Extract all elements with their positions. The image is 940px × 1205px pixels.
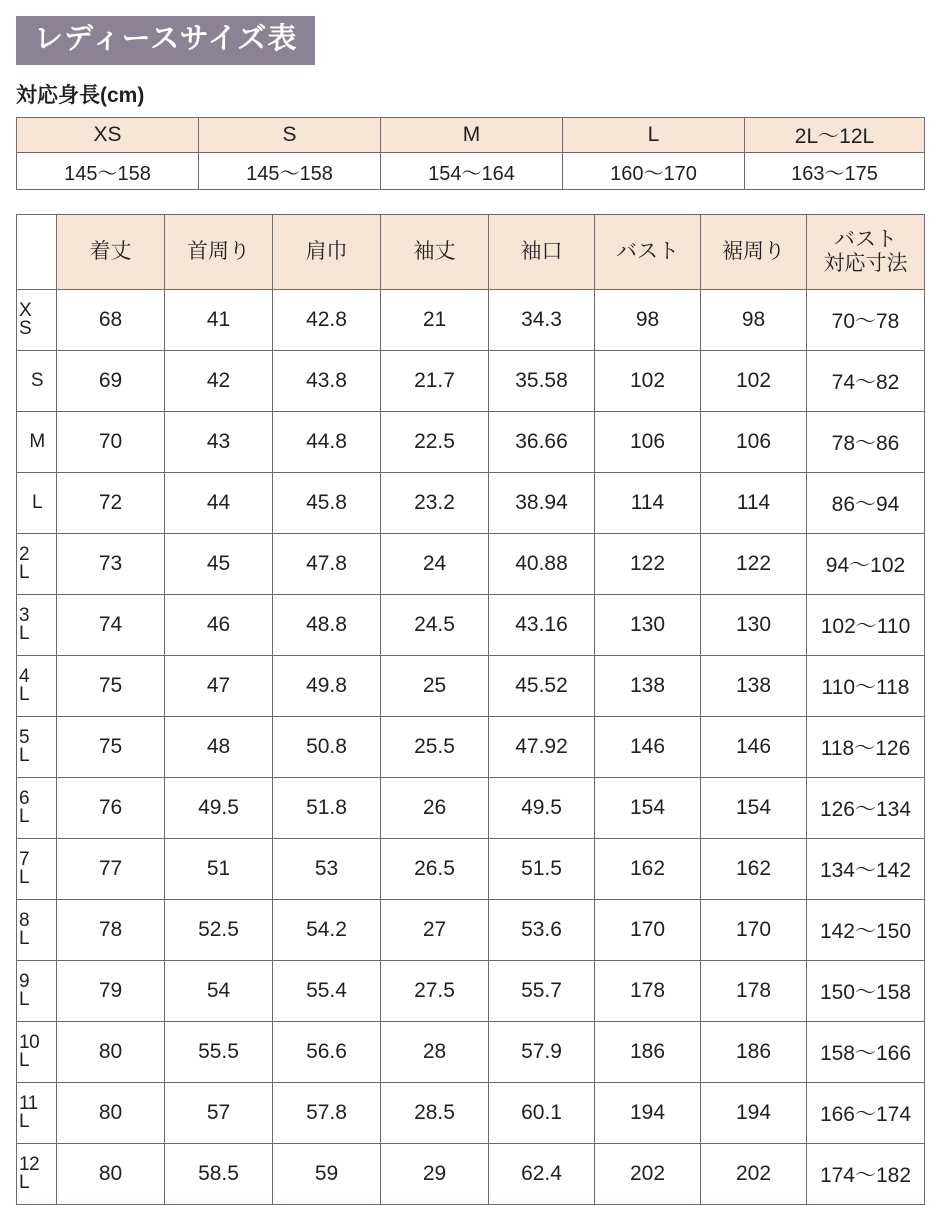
bast-head-line1: バスト <box>834 228 897 252</box>
measurement-cell: 202 <box>595 1144 701 1205</box>
measurement-header-cell: 袖口 <box>489 215 595 290</box>
size-row-label <box>17 839 57 900</box>
measurement-cell: 80 <box>57 1144 165 1205</box>
measurement-cell: 47.8 <box>273 534 381 595</box>
measurement-cell: 77 <box>57 839 165 900</box>
measurement-table-wrapper <box>16 214 924 1205</box>
measurement-cell: 158〜166 <box>807 1022 925 1083</box>
size-row-label <box>17 1144 57 1205</box>
measurement-cell: 47.92 <box>489 717 595 778</box>
size-label-line1: 10 <box>19 1031 40 1053</box>
measurement-cell: 46 <box>165 595 273 656</box>
measurement-cell: 122 <box>595 534 701 595</box>
measurement-cell: 142〜150 <box>807 900 925 961</box>
measurement-cell: 45 <box>165 534 273 595</box>
measurement-cell: 130 <box>595 595 701 656</box>
size-row-label <box>17 1083 57 1144</box>
measurement-cell: 74 <box>57 595 165 656</box>
measurement-cell: 58.5 <box>165 1144 273 1205</box>
height-value-cell: 160〜170 <box>563 153 745 190</box>
size-label-line2: L <box>19 989 30 1010</box>
size-row-label: M <box>17 412 57 473</box>
measurement-header-cell: 着丈 <box>57 215 165 290</box>
measurement-cell: 98 <box>701 290 807 351</box>
size-row-label <box>17 717 57 778</box>
table-row <box>17 656 925 717</box>
size-label-line1: 11 <box>19 1092 38 1114</box>
measurement-header-cell: 肩巾 <box>273 215 381 290</box>
size-label-line1: 5 <box>19 726 30 748</box>
size-label-line1: 2 <box>19 543 30 565</box>
height-header-cell: M <box>381 118 563 153</box>
size-label-line2: L <box>19 928 30 949</box>
measurement-cell: 178 <box>701 961 807 1022</box>
measurement-cell: 34.3 <box>489 290 595 351</box>
table-row <box>17 900 925 961</box>
measurement-cell: 28 <box>381 1022 489 1083</box>
measurement-cell: 53 <box>273 839 381 900</box>
measurement-header-row <box>17 215 925 290</box>
measurement-cell: 130 <box>701 595 807 656</box>
table-row <box>17 778 925 839</box>
measurement-cell: 27.5 <box>381 961 489 1022</box>
measurement-cell: 57 <box>165 1083 273 1144</box>
measurement-cell: 106 <box>701 412 807 473</box>
measurement-cell: 170 <box>595 900 701 961</box>
measurement-cell: 28.5 <box>381 1083 489 1144</box>
measurement-cell: 94〜102 <box>807 534 925 595</box>
size-label-line1: 8 <box>19 909 30 931</box>
height-header-cell: XS <box>17 118 199 153</box>
size-label-line1: X <box>19 299 32 321</box>
measurement-cell: 102〜110 <box>807 595 925 656</box>
measurement-cell: 24 <box>381 534 489 595</box>
size-label-line1: 4 <box>19 665 30 687</box>
size-label-line1: 9 <box>19 970 30 992</box>
table-row <box>17 412 925 473</box>
table-row <box>17 351 925 412</box>
measurement-cell: 150〜158 <box>807 961 925 1022</box>
measurement-cell: 43.16 <box>489 595 595 656</box>
measurement-cell: 110〜118 <box>807 656 925 717</box>
height-value-cell: 163〜175 <box>745 153 925 190</box>
measurement-cell: 75 <box>57 717 165 778</box>
measurement-cell: 38.94 <box>489 473 595 534</box>
measurement-cell: 138 <box>701 656 807 717</box>
measurement-cell: 178 <box>595 961 701 1022</box>
measurement-cell: 122 <box>701 534 807 595</box>
measurement-cell: 55.4 <box>273 961 381 1022</box>
table-row <box>17 717 925 778</box>
table-row <box>17 290 925 351</box>
measurement-cell: 78〜86 <box>807 412 925 473</box>
measurement-cell: 74〜82 <box>807 351 925 412</box>
measurement-cell: 78 <box>57 900 165 961</box>
table-row <box>17 534 925 595</box>
measurement-cell: 54 <box>165 961 273 1022</box>
height-table <box>16 117 925 190</box>
table-row <box>17 961 925 1022</box>
size-label-line2: L <box>19 1111 30 1132</box>
size-label-line2: L <box>19 867 30 888</box>
measurement-cell: 194 <box>595 1083 701 1144</box>
measurement-cell: 114 <box>595 473 701 534</box>
size-row-label <box>17 961 57 1022</box>
bast-head-line2: 対応寸法 <box>823 252 908 275</box>
size-label-line1: 7 <box>19 848 30 870</box>
measurement-cell: 76 <box>57 778 165 839</box>
size-label-line2: L <box>19 623 30 644</box>
measurement-cell: 36.66 <box>489 412 595 473</box>
measurement-cell: 80 <box>57 1022 165 1083</box>
height-value-cell: 154〜164 <box>381 153 563 190</box>
size-row-label <box>17 900 57 961</box>
measurement-cell: 194 <box>701 1083 807 1144</box>
size-label-line2: L <box>19 1172 30 1193</box>
measurement-cell: 54.2 <box>273 900 381 961</box>
measurement-cell: 51 <box>165 839 273 900</box>
measurement-cell: 202 <box>701 1144 807 1205</box>
measurement-cell: 21 <box>381 290 489 351</box>
measurement-cell: 138 <box>595 656 701 717</box>
size-label-line1: 12 <box>19 1153 40 1175</box>
size-row-label <box>17 778 57 839</box>
height-table-caption: 対応身長(cm) <box>16 84 145 107</box>
measurement-cell: 45.8 <box>273 473 381 534</box>
measurement-cell: 154 <box>701 778 807 839</box>
height-value-cell: 145〜158 <box>17 153 199 190</box>
height-value-cell: 145〜158 <box>199 153 381 190</box>
size-label-line2: S <box>19 318 32 339</box>
measurement-cell: 80 <box>57 1083 165 1144</box>
measurement-cell: 51.5 <box>489 839 595 900</box>
measurement-cell: 154 <box>595 778 701 839</box>
measurement-cell: 70〜78 <box>807 290 925 351</box>
measurement-cell: 44.8 <box>273 412 381 473</box>
measurement-cell: 166〜174 <box>807 1083 925 1144</box>
measurement-cell: 48.8 <box>273 595 381 656</box>
measurement-cell: 42 <box>165 351 273 412</box>
size-row-label <box>17 1022 57 1083</box>
measurement-cell: 52.5 <box>165 900 273 961</box>
measurement-cell: 47 <box>165 656 273 717</box>
measurement-cell: 26.5 <box>381 839 489 900</box>
measurement-cell: 72 <box>57 473 165 534</box>
measurement-header-cell: 裾周り <box>701 215 807 290</box>
height-header-cell: S <box>199 118 381 153</box>
size-label-line1: 6 <box>19 787 30 809</box>
measurement-cell: 43.8 <box>273 351 381 412</box>
height-table-header-row <box>17 118 925 153</box>
measurement-header-cell: バスト <box>595 215 701 290</box>
measurement-cell: 102 <box>701 351 807 412</box>
size-label-line2: L <box>19 745 30 766</box>
height-header-cell: L <box>563 118 745 153</box>
size-row-label <box>17 595 57 656</box>
measurement-cell: 174〜182 <box>807 1144 925 1205</box>
height-header-cell: 2L〜12L <box>745 118 925 153</box>
measurement-cell: 49.8 <box>273 656 381 717</box>
measurement-cell: 75 <box>57 656 165 717</box>
measurement-cell: 35.58 <box>489 351 595 412</box>
size-label-line2: L <box>19 806 30 827</box>
measurement-cell: 49.5 <box>165 778 273 839</box>
measurement-cell: 45.52 <box>489 656 595 717</box>
measurement-cell: 186 <box>595 1022 701 1083</box>
measurement-cell: 51.8 <box>273 778 381 839</box>
measurement-cell: 57.9 <box>489 1022 595 1083</box>
measurement-cell: 118〜126 <box>807 717 925 778</box>
size-label-line1: 3 <box>19 604 30 626</box>
measurement-header-cell: 首周り <box>165 215 273 290</box>
measurement-cell: 25.5 <box>381 717 489 778</box>
measurement-cell: 29 <box>381 1144 489 1205</box>
measurement-cell: 55.7 <box>489 961 595 1022</box>
measurement-cell: 134〜142 <box>807 839 925 900</box>
size-label-line2: L <box>19 684 30 705</box>
measurement-cell: 50.8 <box>273 717 381 778</box>
measurement-cell: 44 <box>165 473 273 534</box>
measurement-cell: 102 <box>595 351 701 412</box>
measurement-cell: 70 <box>57 412 165 473</box>
measurement-cell: 59 <box>273 1144 381 1205</box>
measurement-cell: 68 <box>57 290 165 351</box>
measurement-table <box>16 214 925 1205</box>
measurement-cell: 170 <box>701 900 807 961</box>
measurement-cell: 27 <box>381 900 489 961</box>
measurement-cell: 49.5 <box>489 778 595 839</box>
measurement-cell: 98 <box>595 290 701 351</box>
measurement-cell: 55.5 <box>165 1022 273 1083</box>
size-row-label <box>17 534 57 595</box>
measurement-cell: 73 <box>57 534 165 595</box>
measurement-cell: 41 <box>165 290 273 351</box>
measurement-corner-cell <box>17 215 57 290</box>
measurement-cell: 146 <box>595 717 701 778</box>
measurement-cell: 69 <box>57 351 165 412</box>
size-label-line2: L <box>19 562 30 583</box>
measurement-table-body <box>17 290 925 1205</box>
size-row-label <box>17 290 57 351</box>
measurement-cell: 186 <box>701 1022 807 1083</box>
measurement-cell: 62.4 <box>489 1144 595 1205</box>
measurement-cell: 162 <box>701 839 807 900</box>
measurement-cell: 162 <box>595 839 701 900</box>
measurement-cell: 21.7 <box>381 351 489 412</box>
measurement-cell: 57.8 <box>273 1083 381 1144</box>
measurement-cell: 79 <box>57 961 165 1022</box>
table-row <box>17 839 925 900</box>
measurement-header-cell-bast-range <box>807 215 925 290</box>
table-row <box>17 595 925 656</box>
measurement-cell: 56.6 <box>273 1022 381 1083</box>
table-row <box>17 473 925 534</box>
measurement-header-cell: 袖丈 <box>381 215 489 290</box>
measurement-cell: 40.88 <box>489 534 595 595</box>
measurement-cell: 53.6 <box>489 900 595 961</box>
measurement-cell: 126〜134 <box>807 778 925 839</box>
table-row <box>17 1144 925 1205</box>
measurement-cell: 86〜94 <box>807 473 925 534</box>
page-title: レディースサイズ表 <box>16 16 315 65</box>
size-label-line2: L <box>19 1050 30 1071</box>
table-row <box>17 1022 925 1083</box>
height-table-value-row <box>17 153 925 190</box>
measurement-cell: 24.5 <box>381 595 489 656</box>
measurement-cell: 42.8 <box>273 290 381 351</box>
table-row <box>17 1083 925 1144</box>
measurement-cell: 25 <box>381 656 489 717</box>
measurement-cell: 26 <box>381 778 489 839</box>
measurement-cell: 23.2 <box>381 473 489 534</box>
measurement-cell: 114 <box>701 473 807 534</box>
measurement-cell: 60.1 <box>489 1083 595 1144</box>
measurement-cell: 22.5 <box>381 412 489 473</box>
measurement-cell: 48 <box>165 717 273 778</box>
size-row-label: L <box>17 473 57 534</box>
size-row-label: S <box>17 351 57 412</box>
measurement-cell: 106 <box>595 412 701 473</box>
measurement-cell: 146 <box>701 717 807 778</box>
size-row-label <box>17 656 57 717</box>
measurement-cell: 43 <box>165 412 273 473</box>
